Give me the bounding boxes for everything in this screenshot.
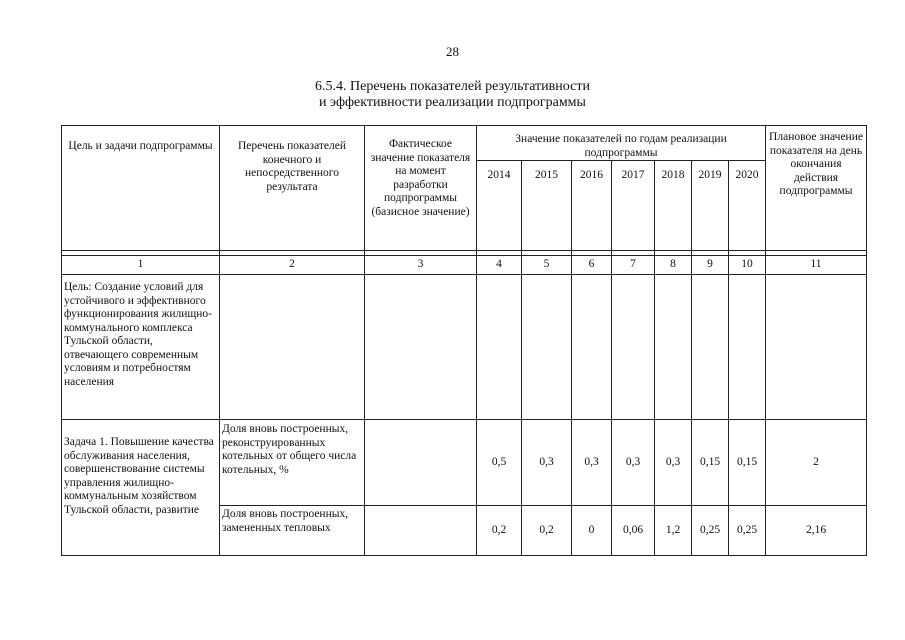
indicator-value-2018: 1,2 [655,506,692,556]
col-number: 8 [655,256,692,275]
col-number: 7 [612,256,655,275]
indicator-value-2016: 0 [572,506,612,556]
header-year-2019: 2019 [692,161,729,251]
indicator-value-2017: 0,3 [612,420,655,506]
indicator-value-2015: 0,3 [522,420,572,506]
title-line-1: 6.5.4. Перечень показателей результативности [315,79,590,94]
task-text: Задача 1. Повышение качества обслуживания населения, совершенствование системы управления жилищно-коммунальным хозяйством Тульской области, развитие [62,420,220,556]
indicator-value-2019: 0,25 [692,506,729,556]
col-number: 9 [692,256,729,275]
indicator-base-value [365,506,477,556]
indicator-planned-value: 2 [766,420,867,506]
header-year-2015: 2015 [522,161,572,251]
header-year-2016: 2016 [572,161,612,251]
title-line-2: и эффективности реализации подпрограммы [319,95,586,110]
header-planned-value: Плановое значение показателя на день окончания действия подпрограммы [766,126,867,251]
col-number: 1 [62,256,220,275]
col-number: 3 [365,256,477,275]
indicator-base-value [365,420,477,506]
indicator-value-2020: 0,25 [729,506,766,556]
indicator-value-2014: 0,2 [477,506,522,556]
col-number: 11 [766,256,867,275]
indicator-planned-value: 2,16 [766,506,867,556]
header-year-2020: 2020 [729,161,766,251]
indicators-table [61,125,867,556]
header-goal-tasks: Цель и задачи подпрограммы [62,126,220,251]
column-numbers-row [62,256,867,275]
goal-text: Цель: Создание условий для устойчивого и эффективного функционирования жилищно-коммунального комплекса Тульской области, отвечающего современным условиям и потребностям населения [62,275,220,420]
indicator-value-2019: 0,15 [692,420,729,506]
header-year-2014: 2014 [477,161,522,251]
col-number: 2 [220,256,365,275]
header-years-group: Значение показателей по годам реализации подпрограммы [477,126,766,161]
indicator-value-2014: 0,5 [477,420,522,506]
indicator-value-2020: 0,15 [729,420,766,506]
section-title [0,79,905,111]
col-number: 5 [522,256,572,275]
header-base-value: Фактическое значение показателя на момент разработки подпрограммы (базисное значение) [365,126,477,251]
col-number: 6 [572,256,612,275]
indicator-name: Доля вновь построенных, замененных тепловых [220,506,365,556]
indicator-value-2016: 0,3 [572,420,612,506]
indicator-row-1 [62,420,867,506]
indicator-value-2018: 0,3 [655,420,692,506]
goal-row [62,275,867,420]
indicator-value-2015: 0,2 [522,506,572,556]
col-number: 10 [729,256,766,275]
header-year-2018: 2018 [655,161,692,251]
page-number: 28 [446,44,459,59]
indicator-name: Доля вновь построенных, реконструированных котельных от общего числа котельных, % [220,420,365,506]
header-indicator-list: Перечень показателей конечного и непосредственного результата [220,126,365,251]
col-number: 4 [477,256,522,275]
indicator-value-2017: 0,06 [612,506,655,556]
header-year-2017: 2017 [612,161,655,251]
